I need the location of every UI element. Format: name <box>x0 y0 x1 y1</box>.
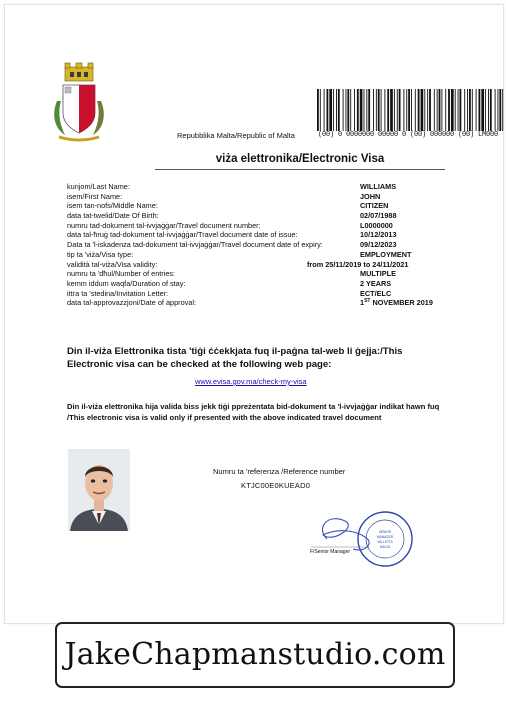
reference-number: KTJC00E0KUEAD0 <box>241 481 311 490</box>
field-value: MULTIPLE <box>360 269 396 279</box>
field-row <box>67 269 467 279</box>
field-value: 02/07/1988 <box>360 211 397 221</box>
field-label: kunjom/Last Name: <box>67 182 130 191</box>
field-row <box>67 298 467 308</box>
svg-text:MALTA: MALTA <box>379 545 391 549</box>
field-row <box>67 201 467 211</box>
barcode-icon <box>317 89 506 131</box>
svg-text:SENIOR: SENIOR <box>378 530 392 534</box>
field-row <box>67 192 467 202</box>
visa-fields <box>67 182 467 308</box>
field-label: data tal-approvazzjoni/Date of approval: <box>67 298 196 308</box>
reference-label: Numru ta 'referenza /Reference number <box>213 467 346 476</box>
document-title: viża elettronika/Electronic Visa <box>155 153 445 170</box>
field-label: tip ta 'viża/Visa type: <box>67 249 134 259</box>
field-label: Data ta 'l-iskadenza tad-dokument tal-ivvjaġġar/Travel document date of expiry: <box>67 240 323 250</box>
field-row <box>67 260 467 270</box>
field-label: isem/First Name: <box>67 191 123 201</box>
field-value: CITIZEN <box>360 201 389 211</box>
field-value: L0000000 <box>360 220 393 230</box>
watermark-banner: JakeChapmanstudio.com <box>55 622 455 688</box>
field-value: 2 YEARS <box>360 278 392 288</box>
field-row <box>67 230 467 240</box>
signature-stamp-icon <box>305 499 417 585</box>
field-row <box>67 240 467 250</box>
svg-text:MANAGER: MANAGER <box>376 535 394 539</box>
holder-photo <box>68 449 130 531</box>
field-value: WILLIAMS <box>360 182 397 191</box>
field-value: ECT/ELC <box>360 288 392 298</box>
field-value: JOHN <box>360 191 381 201</box>
barcode-number: (00) 0 0000000 00000 0 (00) 000000 (00) LM000 <box>318 131 499 139</box>
field-label: numru tad-dokument tal-ivvjaġġar/Travel document number: <box>67 220 261 230</box>
republic-label: Repubblika Malta/Republic of Malta <box>177 131 295 140</box>
field-label: data tal-ħruġ tad-dokument tal-ivvjaġġar/Travel document date of issue: <box>67 230 298 240</box>
signatory-role: F/Senior Manager <box>310 549 351 555</box>
field-row <box>67 289 467 299</box>
svg-text:VALLETTA: VALLETTA <box>377 540 393 544</box>
field-value: 10/12/2013 <box>360 230 397 240</box>
field-value: EMPLOYMENT <box>360 249 412 259</box>
field-value: from 25/11/2019 to 24/11/2021 <box>307 259 409 269</box>
coat-of-arms-icon <box>49 61 109 143</box>
field-row <box>67 182 467 192</box>
field-label: ittra ta 'stedina/Invitation Letter: <box>67 288 169 298</box>
field-label: isem tan-nofs/Middle Name: <box>67 201 158 211</box>
verification-text: Din il-viża Elettronika tista 'tiġi ċċekkjata fuq il-paġna tal-web li ġejja:/This Electronic visa can be checked at the following web page: <box>67 346 403 370</box>
field-value: 1ST NOVEMBER 2019 <box>360 298 433 308</box>
field-row <box>67 250 467 260</box>
field-row <box>67 221 467 231</box>
field-label: data tat-twelid/Date Of Birth: <box>67 211 159 221</box>
visa-document <box>4 4 504 624</box>
field-label: numru ta 'dħul/Number of entries: <box>67 269 176 279</box>
field-label: validità tal-viża/Visa validity: <box>67 259 158 269</box>
field-label: kemm iddum waqfa/Duration of stay: <box>67 278 186 288</box>
validity-notice: Din il-viża elettronika hija valida biss jekk tiġi ppreżentata bid-dokument ta 'l-ivvjaġġar indikat hawn fuq /This electronic visa is valid only if presented with the above indicated travel document <box>67 402 440 422</box>
field-row <box>67 279 467 289</box>
field-row <box>67 211 467 221</box>
field-value: 09/12/2023 <box>360 240 397 250</box>
verification-link[interactable]: www.evisa.gov.ma/check-my-visa <box>195 377 307 386</box>
